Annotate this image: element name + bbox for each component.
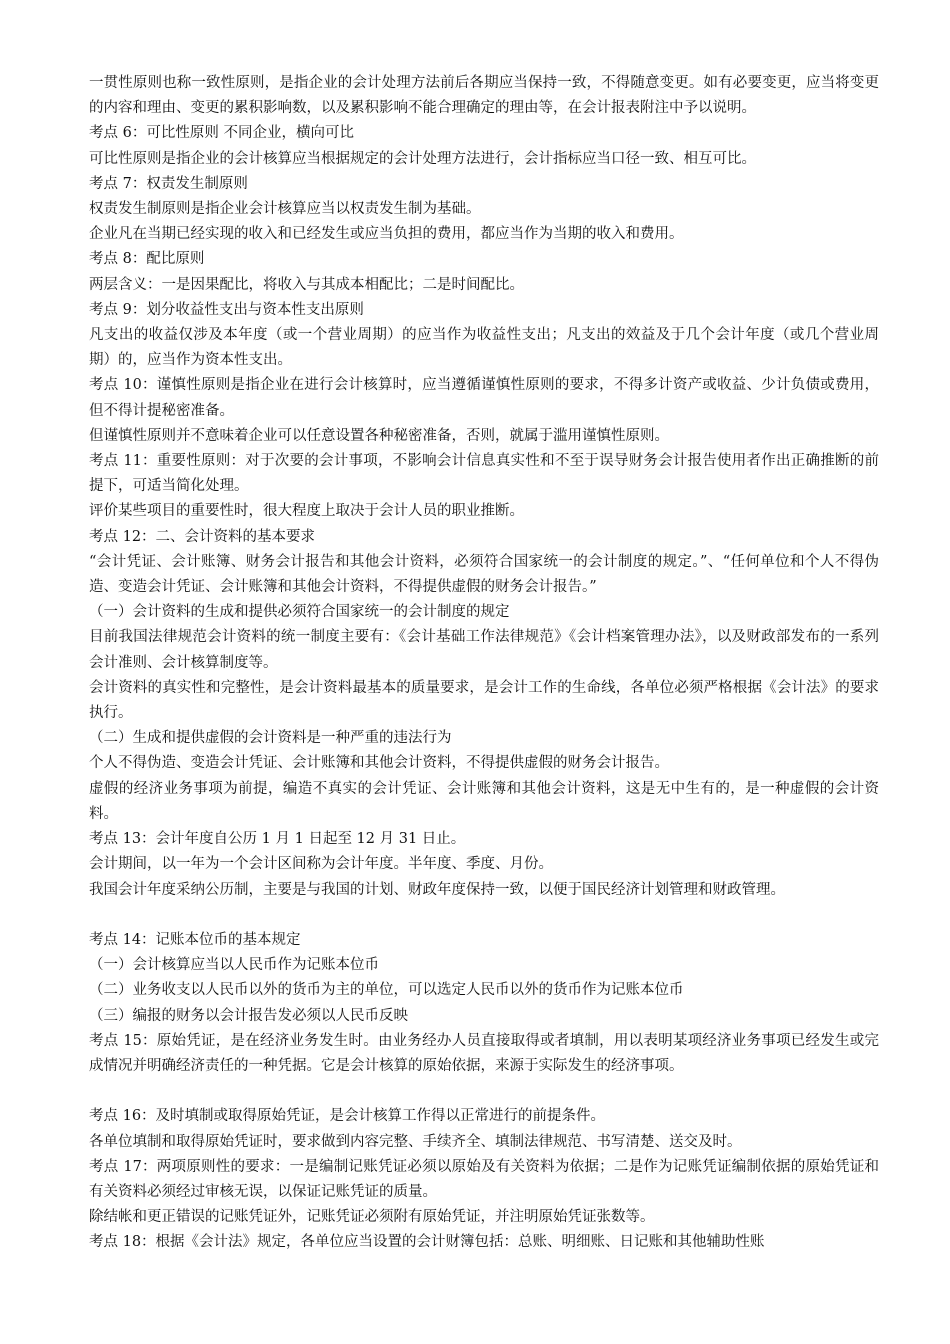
text-line: 评价某些项目的重要性时，很大程度上取决于会计人员的职业推断。 bbox=[89, 503, 524, 520]
section-heading: 考点 16：及时填制或取得原始凭证，是会计核算工作得以正常进行的前提条件。 bbox=[89, 1108, 606, 1125]
text-line: （二）生成和提供虚假的会计资料是一种严重的违法行为 bbox=[89, 730, 452, 747]
section-heading: 考点 13：会计年度自公历 1 月 1 日起至 12 月 31 日止。 bbox=[89, 831, 466, 848]
text-line: 各单位填制和取得原始凭证时，要求做到内容完整、手续齐全、填制法律规范、书写清楚、送交及时。 bbox=[89, 1133, 742, 1150]
text-line: 可比性原则是指企业的会计核算应当根据规定的会计处理方法进行，会计指标应当口径一致、相互可比。 bbox=[89, 150, 756, 167]
text-line: 权责发生制原则是指企业会计核算应当以权责发生制为基础。 bbox=[89, 201, 481, 218]
blank-line bbox=[89, 903, 879, 928]
text-line: 但谨慎性原则并不意味着企业可以任意设置各种秘密准备，否则，就属于滥用谨慎性原则。 bbox=[89, 427, 669, 444]
text-line: 凡支出的收益仅涉及本年度（或一个营业周期）的应当作为收益性支出；凡支出的效益及于几个会计年度（或几个营业周期）的，应当作为资本性支出。 bbox=[89, 327, 879, 369]
text-line: “会计凭证、会计账簿、财务会计报告和其他会计资料，必须符合国家统一的会计制度的规定。”、“任何单位和个人不得伪造、变造会计凭证、会计账簿和其他会计资料，不得提供虚假的财务会计报告。” bbox=[89, 553, 879, 596]
section-heading: 考点 18：根据《会计法》规定，各单位应当设置的会计财簿包括：总账、明细账、日记账和其他辅助性账 bbox=[89, 1234, 765, 1251]
text-line: （一）会计资料的生成和提供必须符合国家统一的会计制度的规定 bbox=[89, 604, 510, 621]
text-line: 会计期间，以一年为一个会计区间称为会计年度。半年度、季度、月份。 bbox=[89, 856, 553, 873]
text-line: 虚假的经济业务事项为前提，编造不真实的会计凭证、会计账簿和其他会计资料，这是无中生有的，是一种虚假的会计资料。 bbox=[89, 780, 879, 822]
section-heading: 考点 7：权责发生制原则 bbox=[89, 175, 248, 192]
text-line: 两层含义：一是因果配比，将收入与其成本相配比；二是时间配比。 bbox=[89, 276, 524, 293]
text-line: （一）会计核算应当以人民币作为记账本位币 bbox=[89, 957, 379, 974]
section-heading: 考点 10：谨慎性原则是指企业在进行会计核算时，应当遵循谨慎性原则的要求，不得多计资产或收益、少计负债或费用，但不得计提秘密准备。 bbox=[89, 377, 879, 419]
section-heading: 考点 12：二、会计资料的基本要求 bbox=[89, 528, 316, 545]
section-heading: 考点 11：重要性原则：对于次要的会计事项，不影响会计信息真实性和不至于误导财务会计报告使用者作出正确推断的前提下，可适当简化处理。 bbox=[89, 453, 879, 495]
text-line: 我国会计年度采纳公历制，主要是与我国的计划、财政年度保持一致，以便于国民经济计划管理和财政管理。 bbox=[89, 881, 785, 898]
text-line: 会计资料的真实性和完整性，是会计资料最基本的质量要求，是会计工作的生命线，各单位必须严格根据《会计法》的要求执行。 bbox=[89, 679, 879, 722]
section-heading: 考点 14：记账本位币的基本规定 bbox=[89, 931, 301, 948]
section-heading: 考点 15：原始凭证，是在经济业务发生时。由业务经办人员直接取得或者填制，用以表明某项经济业务事项已经发生或完成情况并明确经济责任的一种凭据。它是会计核算的原始依据，来源于实际发生的经济事项。 bbox=[89, 1032, 879, 1074]
text-line: （二）业务收支以人民币以外的货币为主的单位，可以选定人民币以外的货币作为记账本位币 bbox=[89, 982, 684, 999]
text-line: 个人不得伪造、变造会计凭证、会计账簿和其他会计资料，不得提供虚假的财务会计报告。 bbox=[89, 755, 669, 772]
section-heading: 考点 17：两项原则性的要求：一是编制记账凭证必须以原始及有关资料为依据；二是作为记账凭证编制依据的原始凭证和有关资料必须经过审核无误，以保证记账凭证的质量。 bbox=[89, 1158, 879, 1200]
text-line: 目前我国法律规范会计资料的统一制度主要有：《会计基础工作法律规范》《会计档案管理办法》，以及财政部发布的一系列会计准则、会计核算制度等。 bbox=[89, 629, 879, 671]
section-heading: 考点 8：配比原则 bbox=[89, 251, 205, 268]
blank-line bbox=[89, 1079, 879, 1104]
document-page bbox=[89, 71, 879, 1256]
text-line: 一贯性原则也称一致性原则，是指企业的会计处理方法前后各期应当保持一致，不得随意变更。如有必要变更，应当将变更的内容和理由、变更的累积影响数，以及累积影响不能合理确定的理由等，在会计报表附注中予以说明。 bbox=[89, 75, 879, 117]
text-line: （三）编报的财务以会计报告发必须以人民币反映 bbox=[89, 1007, 408, 1024]
text-line: 除结帐和更正错误的记账凭证外，记账凭证必须附有原始凭证，并注明原始凭证张数等。 bbox=[89, 1209, 655, 1226]
section-heading: 考点 6：可比性原则 不同企业，横向可比 bbox=[89, 125, 354, 142]
section-heading: 考点 9：划分收益性支出与资本性支出原则 bbox=[89, 301, 364, 318]
text-line: 企业凡在当期已经实现的收入和已经发生或应当负担的费用，都应当作为当期的收入和费用。 bbox=[89, 226, 684, 243]
